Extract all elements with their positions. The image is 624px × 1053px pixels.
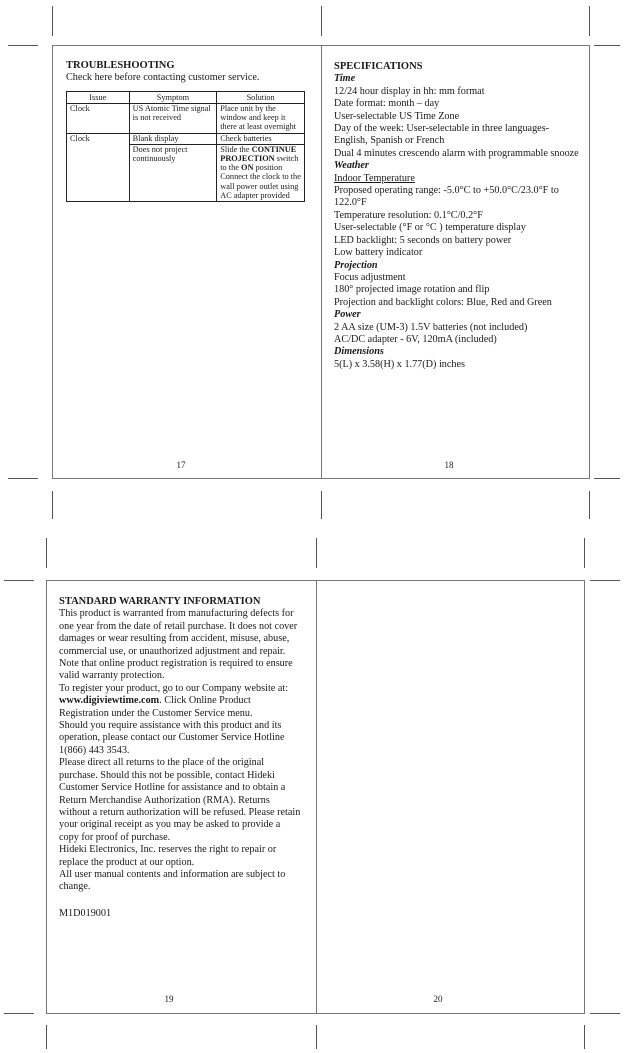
spec-line: AC/DC adapter - 6V, 120mA (included) (334, 333, 497, 345)
column-header-symptom: Symptom (129, 91, 217, 103)
spec-line: 2 AA size (UM-3) 1.5V batteries (not included) (334, 321, 528, 333)
document-code: M1D019001 (59, 907, 112, 919)
page-number: 20 (433, 994, 443, 1004)
projection-list (334, 272, 589, 309)
crop-mark (4, 1013, 34, 1014)
warranty-line: Hideki Electronics, Inc. reserves the right to repair or (59, 844, 277, 856)
crop-mark (590, 580, 620, 581)
warranty-line: purchase. Should this not be possible, contact Hideki (59, 769, 275, 781)
table-row (67, 104, 305, 134)
warranty-website-line (59, 695, 309, 707)
power-heading: Power (334, 309, 361, 321)
warranty-line: . Click Online Product (159, 695, 251, 707)
warranty-line: your original receipt as you may be asked to provide a (59, 819, 281, 831)
crop-mark (4, 580, 34, 581)
table-cell-symptom: Blank display (129, 133, 217, 144)
crop-mark (316, 1025, 317, 1049)
table-header-row (67, 91, 305, 103)
warranty-line: Note that online product registration is required to ensure (59, 658, 293, 670)
troubleshooting-title: TROUBLESHOOTING (66, 60, 175, 71)
solution-text: position Connect the clock to the wall power outlet using AC adapter provided (220, 163, 301, 200)
spec-line: Day of the week: User-selectable in three languages- (334, 123, 550, 135)
spec-line: User-selectable (°F or °C ) temperature display (334, 222, 526, 234)
weather-heading: Weather (334, 160, 369, 172)
crop-mark (594, 478, 620, 479)
table-cell-solution: Place unit by the window and keep it there at least overnight (217, 104, 305, 134)
warranty-body (59, 608, 309, 893)
table-cell-solution (217, 144, 305, 201)
column-header-issue: Issue (67, 91, 130, 103)
crop-mark (8, 478, 38, 479)
warranty-line: one year from the date of retail purchase. It does not cover (59, 620, 298, 632)
crop-mark (321, 491, 322, 519)
warranty-line: damages or wear resulting from accident, misuse, abuse, (59, 633, 290, 645)
solution-bold-text: CONTINUE PROJECTION (220, 144, 297, 164)
crop-mark (589, 6, 590, 36)
table-cell-symptom: US Atomic Time signal is not received (129, 104, 217, 134)
warranty-line: 1(866) 443 3543. (59, 744, 130, 756)
spec-line: Low battery indicator (334, 247, 423, 259)
crop-mark (8, 45, 38, 46)
page-number: 17 (176, 460, 186, 470)
page-20 (316, 580, 585, 1014)
crop-mark (46, 1025, 47, 1049)
solution-text: Slide the (220, 144, 252, 154)
spec-line: Projection and backlight colors: Blue, Red and Green (334, 296, 552, 308)
crop-mark (46, 538, 47, 568)
warranty-line: All user manual contents and information are subject to (59, 868, 286, 880)
warranty-line: To register your product, go to our Company website at: (59, 682, 289, 694)
crop-mark (52, 491, 53, 519)
spec-line: Temperature resolution: 0.1°C/0.2°F (334, 209, 483, 221)
crop-mark (316, 538, 317, 568)
power-list (334, 322, 589, 347)
column-header-solution: Solution (217, 91, 305, 103)
time-heading: Time (334, 73, 356, 85)
table-row (67, 144, 305, 201)
crop-mark (584, 1025, 585, 1049)
spec-line: 122.0°F (334, 197, 367, 209)
troubleshooting-section (66, 60, 311, 202)
troubleshooting-intro: Check here before contacting customer service. (66, 72, 260, 84)
crop-mark (584, 538, 585, 568)
spec-line: Date format: month – day (334, 98, 440, 110)
warranty-line: operation, please contact our Customer Service Hotline (59, 732, 285, 744)
table-cell-symptom: Does not project continuously (129, 144, 217, 201)
warranty-line: copy for proof of purchase. (59, 831, 171, 843)
page-number: 18 (444, 460, 454, 470)
solution-text: switch to the (220, 154, 299, 173)
spec-line: 180° projected image rotation and flip (334, 284, 490, 296)
spec-line: Focus adjustment (334, 271, 406, 283)
warranty-title: STANDARD WARRANTY INFORMATION (59, 596, 261, 607)
crop-mark (321, 6, 322, 36)
warranty-line: Please direct all returns to the place of the original (59, 757, 265, 769)
troubleshooting-table (66, 91, 305, 202)
dimensions-heading: Dimensions (334, 346, 384, 358)
weather-list (334, 185, 589, 259)
spec-line: User-selectable US Time Zone (334, 110, 460, 122)
spec-line: LED backlight: 5 seconds on battery power (334, 234, 512, 246)
indoor-temperature-heading: Indoor Temperature (334, 172, 415, 184)
spec-line: Dual 4 minutes crescendo alarm with programmable snooze (334, 147, 579, 159)
table-cell-issue: Clock (67, 104, 130, 134)
spec-line: English, Spanish or French (334, 135, 445, 147)
dimensions-list (334, 359, 589, 371)
warranty-line: without a return authorization will be refused. Please retain (59, 806, 301, 818)
spec-line: 5(L) x 3.58(H) x 1.77(D) inches (334, 358, 465, 370)
warranty-line: Should you require assistance with this product and its (59, 720, 282, 732)
crop-mark (594, 45, 620, 46)
warranty-line: valid warranty protection. (59, 670, 165, 682)
crop-mark (589, 491, 590, 519)
table-cell-issue: Clock (67, 133, 130, 144)
crop-mark (52, 6, 53, 36)
specifications-section (334, 61, 589, 371)
warranty-line: commercial use, or unauthorized adjustment and repair. (59, 645, 286, 657)
table-cell-issue (67, 144, 130, 201)
warranty-line: Return Merchandise Authorization (RMA). Returns (59, 794, 270, 806)
warranty-line: Registration under the Customer Service menu. (59, 707, 253, 719)
table-cell-solution: Check batteries (217, 133, 305, 144)
time-list (334, 86, 589, 160)
projection-heading: Projection (334, 259, 378, 271)
website-link[interactable]: www.digiviewtime.com (59, 695, 160, 707)
warranty-line: This product is warranted from manufacturing defects for (59, 608, 294, 620)
warranty-line: change. (59, 881, 91, 893)
specifications-title: SPECIFICATIONS (334, 61, 423, 72)
crop-mark (590, 1013, 620, 1014)
warranty-section (59, 596, 309, 920)
table-row (67, 133, 305, 144)
warranty-line: replace the product at our option. (59, 856, 195, 868)
spec-line: 12/24 hour display in hh: mm format (334, 85, 485, 97)
page-number: 19 (164, 994, 174, 1004)
spec-line: Proposed operating range: -5.0°C to +50.0°C/23.0°F to (334, 185, 559, 197)
warranty-line: Customer Service Hotline for assistance and to obtain a (59, 782, 286, 794)
solution-bold-text: ON (241, 163, 254, 173)
